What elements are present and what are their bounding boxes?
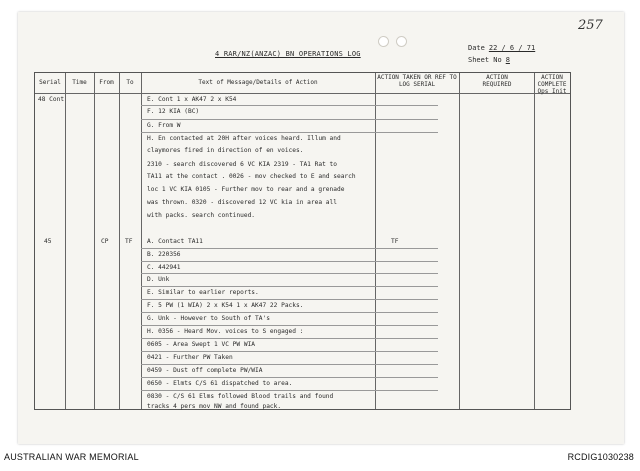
entry-line: D. Unk: [147, 276, 170, 283]
row-rule: [141, 377, 438, 378]
entry-to: TF: [125, 238, 133, 245]
header-time: Time: [72, 79, 87, 86]
entry-line: A. Contact TA11: [147, 238, 203, 245]
footer-archive: AUSTRALIAN WAR MEMORIAL: [4, 452, 139, 462]
log-table: [34, 72, 571, 410]
entry-line: E. Similar to earlier reports.: [147, 289, 259, 296]
entry-line: 0830 - C/S 61 Elms followed Blood trails and found: [147, 393, 334, 400]
sheet-value: 8: [505, 56, 510, 64]
row-rule: [141, 286, 438, 287]
column-divider: [459, 73, 460, 409]
entry-line: tracks 4 pers mov NW and found pack.: [147, 403, 282, 410]
punch-hole: [378, 36, 389, 47]
row-rule: [141, 119, 438, 120]
entry-from: CP: [101, 238, 109, 245]
row-rule: [141, 299, 438, 300]
row-rule: [141, 390, 438, 391]
entry-line: G. Unk - However to South of TA's: [147, 315, 270, 322]
entry-line: with packs. search continued.: [147, 212, 256, 219]
entry-line: C. 442941: [147, 264, 181, 271]
entry-line: H. 0356 - Heard Mov. voices to S engaged :: [147, 328, 304, 335]
entry-serial: 48 Cont: [38, 96, 65, 103]
header-action-taken: ACTION TAKEN OR REF TO LOG SERIAL: [377, 74, 457, 88]
entry-line: F. 5 PW (1 WIA) 2 x K54 1 x AK47 22 Packs.: [147, 302, 304, 309]
entry-line: loc 1 VC KIA 0105 - Further mov to rear and a grenade: [147, 186, 345, 193]
date-label: Date: [468, 44, 485, 52]
column-divider: [534, 73, 535, 409]
entry-line: B. 220356: [147, 251, 181, 258]
row-rule: [141, 351, 438, 352]
entry-line: 0421 - Further PW Taken: [147, 354, 233, 361]
column-divider: [65, 73, 66, 409]
entry-line: 0605 - Area Swept 1 VC PW WIA: [147, 341, 256, 348]
row-rule: [141, 132, 438, 133]
header-action-required: ACTION REQUIRED: [482, 74, 512, 88]
column-divider: [119, 73, 120, 409]
entry-serial: 45: [44, 238, 52, 245]
row-rule: [141, 325, 438, 326]
entry-line: 0650 - Elmts C/S 61 dispatched to area.: [147, 380, 293, 387]
entry-line: E. Cont 1 x AK47 2 x K54: [147, 96, 237, 103]
row-rule: [141, 364, 438, 365]
entry-line: TA11 at the contact . 0026 - mov checked to E and search: [147, 173, 356, 180]
header-divider: [35, 93, 570, 94]
row-rule: [141, 338, 438, 339]
row-rule: [141, 312, 438, 313]
entry-line: was thrown. 0320 - discovered 12 VC kia in area all: [147, 199, 337, 206]
footer-record-id: RCDIG1030238: [567, 452, 634, 462]
row-rule: [141, 248, 438, 249]
column-divider: [94, 73, 95, 409]
row-rule: [141, 261, 438, 262]
entry-line: F. 12 KIA (BC): [147, 108, 200, 115]
row-rule: [141, 273, 438, 274]
entry-line: claymores fired in direction of en voices.: [147, 147, 304, 154]
date-field: [468, 44, 535, 52]
date-value: 22 / 6 / 71: [488, 44, 536, 52]
sheet-field: [468, 56, 510, 64]
header-text: Text of Message/Details of Action: [198, 79, 318, 86]
log-title: 4 RAR/NZ(ANZAC) BN OPERATIONS LOG: [215, 50, 361, 58]
entry-line: H. En contacted at 20H after voices heard. Illum and: [147, 135, 341, 142]
header-action-complete: ACTION COMPLETE Ops Init: [537, 74, 567, 95]
entry-action-taken: TF: [391, 238, 399, 245]
sheet-label: Sheet No: [468, 56, 502, 64]
header-serial: Serial: [39, 79, 61, 86]
entry-line: 2310 - search discovered 6 VC KIA 2319 - TA1 Rat to: [147, 161, 337, 168]
header-from: From: [99, 79, 114, 86]
page-number: 257: [578, 18, 603, 33]
entry-line: G. From W: [147, 122, 181, 129]
entry-line: 0459 - Dust off complete PW/WIA: [147, 367, 263, 374]
punch-hole: [396, 36, 407, 47]
header-to: To: [126, 79, 134, 86]
row-rule: [141, 105, 438, 106]
